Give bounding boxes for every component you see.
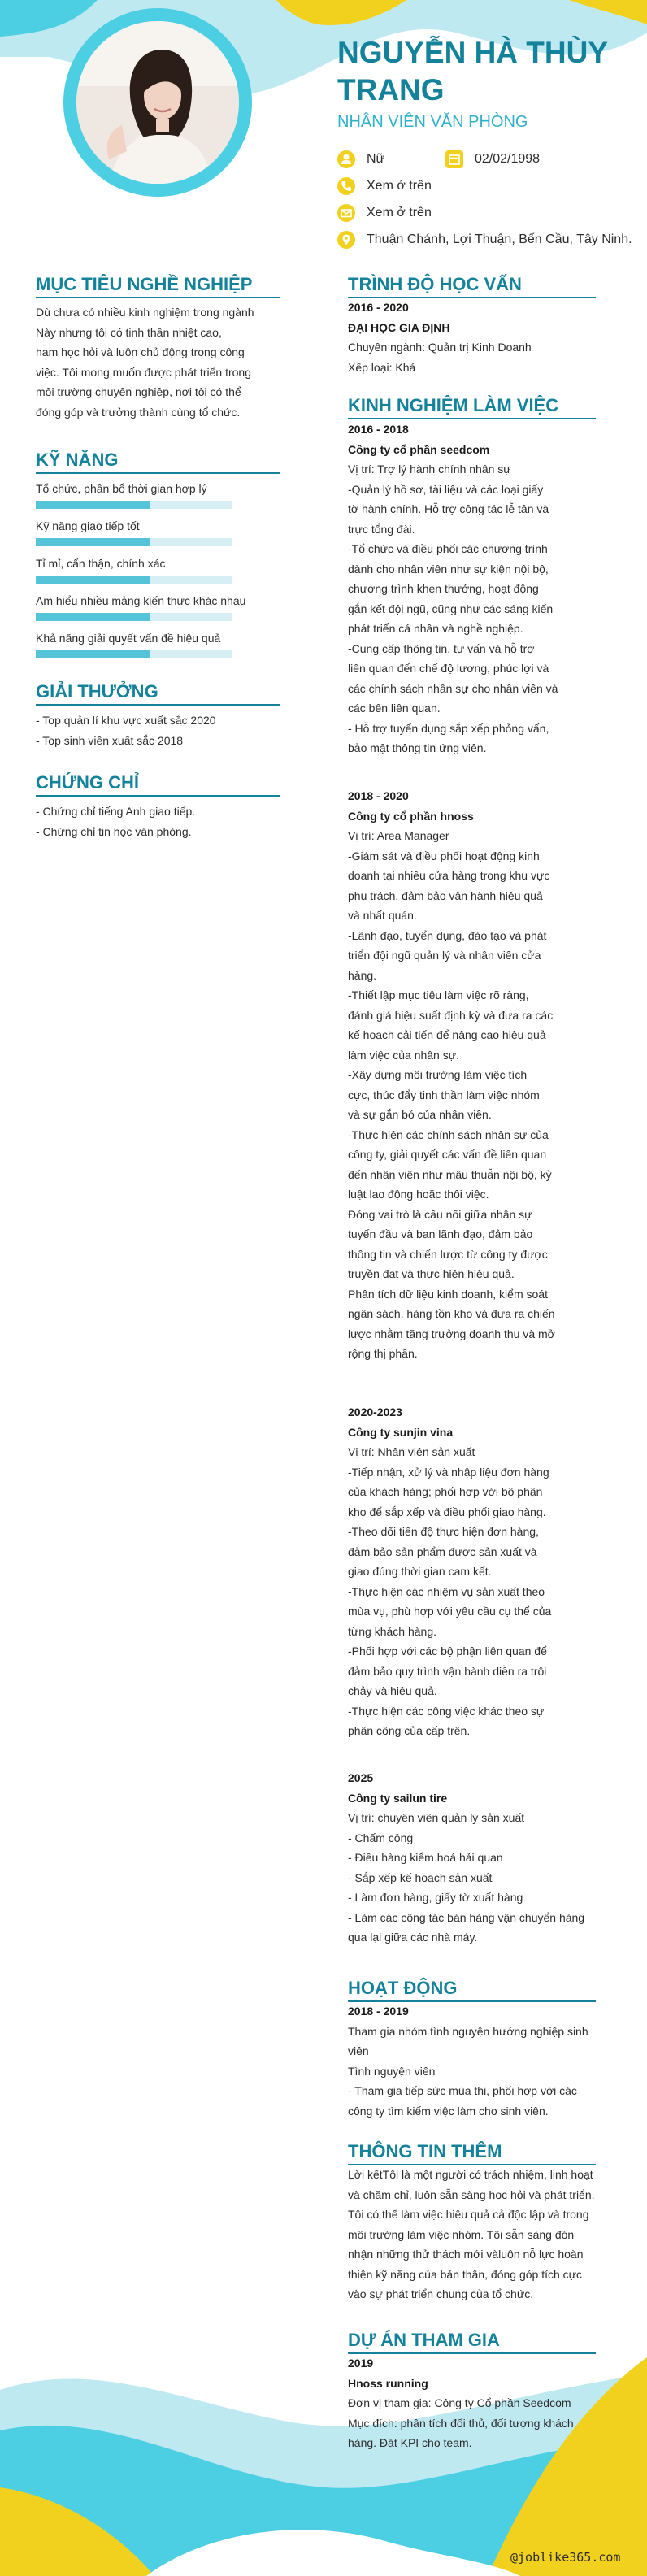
- text-line: công ty tìm kiếm việc làm cho sinh viên.: [348, 2104, 549, 2118]
- text-line: thiện kỹ năng của bản thân, đóng góp tích cực: [348, 2267, 583, 2281]
- projects-title: DỰ ÁN THAM GIA: [348, 2330, 500, 2350]
- job-description: [348, 826, 600, 1364]
- text-line: Tôi có thể làm việc hiệu quả cả độc lập và trong: [348, 2208, 589, 2221]
- certificate-item: - Chứng chỉ tiếng Anh giao tiếp.: [36, 805, 196, 818]
- text-line: - Làm đơn hàng, giấy tờ xuất hàng: [348, 1891, 523, 1904]
- text-line: - Tham gia tiếp sức mùa thi, phối hợp với các: [348, 2084, 577, 2097]
- experience-title: KINH NGHIỆM LÀM VIỆC: [348, 395, 559, 415]
- text-line: và nhất quán.: [348, 909, 417, 922]
- address-row: [337, 231, 632, 249]
- skill-bar: [36, 650, 232, 658]
- education-title: TRÌNH ĐỘ HỌC VẤN: [348, 274, 522, 294]
- project-description: [348, 2393, 600, 2453]
- phone-row: [337, 177, 432, 195]
- text-line: đến nhân viên như mâu thuẫn nội bộ, kỷ: [348, 1167, 552, 1181]
- text-line: truyền đạt và thực hiện hiệu quả.: [348, 1267, 515, 1280]
- text-line: mùa vụ, phù hợp với yêu cầu cụ thể của: [348, 1605, 552, 1618]
- text-line: vào sự phát triển chung của tổ chức.: [348, 2287, 534, 2300]
- skill-label: Tổ chức, phân bổ thời gian hợp lý: [36, 482, 207, 495]
- skill-bar-fill: [36, 501, 150, 509]
- job-period: 2016 - 2018: [348, 423, 409, 436]
- text-line: - Hỗ trợ tuyển dụng sắp xếp phỏng vấn,: [348, 721, 549, 735]
- project-name: Hnoss running: [348, 2376, 428, 2390]
- text-line: gắn kết đội ngũ, cũng như các sáng kiến: [348, 602, 554, 615]
- text-line: Tình nguyện viên: [348, 2064, 436, 2078]
- text-line: và sự gắn bó của nhân viên.: [348, 1108, 492, 1121]
- job-description: [348, 459, 600, 758]
- text-line: -Thiết lập mục tiêu làm việc rõ ràng,: [348, 988, 529, 1001]
- objective-text: Dù chưa có nhiều kinh nghiệm trong ngành Này nhưng tôi có tinh thần nhiệt cao, ham học hỏi và luôn chủ động trong công việc. Tôi mong muốn được phát triển trong môi trường chuyên nghiệp, nơi tôi có thể đóng góp và trưởng thành cùng tổ chức.: [36, 306, 254, 419]
- email-row: [337, 204, 432, 222]
- text-line: phát triển cá nhân và nghề nghiệp.: [348, 622, 523, 635]
- text-line: Vị trí: chuyên viên quản lý sản xuất: [348, 1811, 525, 1824]
- text-line: đảm bảo sản phẩm được sản xuất và: [348, 1544, 537, 1558]
- text-line: cực, thúc đẩy tinh thần làm việc nhóm: [348, 1088, 540, 1101]
- text-line: luật lao động hoặc thôi việc.: [348, 1188, 489, 1201]
- text-line: từng khách hàng.: [348, 1624, 437, 1638]
- text-line: - Điều hàng kiểm hoá hải quan: [348, 1851, 503, 1864]
- objective-divider: [36, 297, 280, 298]
- text-line: đánh giá hiệu suất định kỳ và đưa ra các: [348, 1008, 554, 1022]
- text-line: của khách hàng; phối hợp với bộ phận: [348, 1485, 543, 1498]
- text-line: tuyến đầu và ban lãnh đạo, đảm bảo: [348, 1227, 533, 1240]
- text-line: Vị trí: Nhân viên sản xuất: [348, 1445, 475, 1458]
- text-line: các bên liên quan.: [348, 702, 441, 715]
- text-line: chảy và hiệu quả.: [348, 1684, 437, 1697]
- text-line: Tham gia nhóm tình nguyện hướng nghiệp sinh: [348, 2024, 588, 2038]
- education-major: Chuyên ngành: Quản trị Kinh Doanh: [348, 341, 532, 354]
- text-line: -Thực hiện các chính sách nhân sự của: [348, 1127, 549, 1141]
- mail-icon: [337, 204, 355, 222]
- gender-value: Nữ: [367, 152, 385, 166]
- skill-bar-fill: [36, 613, 150, 621]
- text-line: -Phối hợp với các bộ phận liên quan để: [348, 1644, 547, 1657]
- avatar: [76, 21, 239, 184]
- site-watermark: @joblike365.com: [510, 2550, 621, 2565]
- more-info-text: [348, 2165, 600, 2304]
- education-period: 2016 - 2020: [348, 301, 409, 314]
- education-block: [348, 298, 600, 377]
- job-description: [348, 1442, 600, 1741]
- user-icon: [337, 150, 355, 168]
- job-entry: [348, 1768, 600, 1948]
- text-line: lược nhằm tăng trưởng doanh thu và mở: [348, 1327, 555, 1340]
- phone-value: Xem ở trên: [367, 179, 432, 193]
- text-line: Mục đích: phân tích đối thủ, đối tượng khách: [348, 2416, 574, 2430]
- avatar-frame: [63, 8, 252, 197]
- text-line: -Quản lý hồ sơ, tài liệu và các loại giấy: [348, 482, 544, 496]
- job-period: 2025: [348, 1771, 374, 1784]
- skill-bar: [36, 576, 232, 584]
- text-line: qua lại giữa các nhà máy.: [348, 1931, 478, 1944]
- text-line: công ty, giải quyết các vấn đề liên quan: [348, 1148, 547, 1161]
- job-description: [348, 1808, 600, 1948]
- text-line: - Làm các công tác bán hàng vận chuyển hàng: [348, 1910, 585, 1924]
- job-company: Công ty sailun tire: [348, 1791, 448, 1805]
- text-line: Đóng vai trò là cầu nối giữa nhân sự: [348, 1207, 532, 1221]
- text-line: dành cho nhân viên như sự kiện nội bộ,: [348, 562, 549, 576]
- skill-bar-fill: [36, 650, 150, 658]
- job-period: 2018 - 2020: [348, 789, 409, 802]
- skill-label: Tỉ mỉ, cẩn thận, chính xác: [36, 557, 166, 570]
- school-name: ĐẠI HỌC GIA ĐỊNH: [348, 320, 450, 334]
- calendar-icon: [445, 150, 463, 168]
- job-company: Công ty cổ phần seedcom: [348, 442, 490, 456]
- activities-block: [348, 2001, 600, 2121]
- text-line: Đơn vị tham gia: Công ty Cổ phần Seedcom: [348, 2396, 571, 2409]
- text-line: đảm bảo quy trình vận hành diễn ra trôi: [348, 1664, 547, 1678]
- text-line: Vị trí: Area Manager: [348, 829, 449, 842]
- text-line: -Thực hiện các công việc khác theo sự: [348, 1704, 545, 1718]
- text-line: phụ trách, đảm bảo vận hành hiệu quả: [348, 888, 543, 902]
- text-line: trực tổng đài.: [348, 522, 415, 536]
- text-line: -Giám sát và điều phối hoạt động kinh: [348, 849, 540, 862]
- skill-bar: [36, 613, 232, 621]
- text-line: -Tổ chức và điều phối các chương trình: [348, 542, 548, 555]
- text-line: bảo mật thông tin ứng viên.: [348, 741, 487, 754]
- skills-title: KỸ NĂNG: [36, 450, 119, 470]
- awards-title: GIẢI THƯỞNG: [36, 681, 158, 702]
- projects-block: [348, 2353, 600, 2453]
- skill-label: Kỹ năng giao tiếp tốt: [36, 519, 140, 532]
- text-line: thông tin và chiến lược từ công ty được: [348, 1247, 548, 1261]
- text-line: -Thực hiện các nhiệm vụ sản xuất theo: [348, 1584, 545, 1598]
- text-line: hàng.: [348, 968, 377, 982]
- activities-title: HOẠT ĐỘNG: [348, 1978, 458, 1998]
- text-line: doanh tại nhiều cửa hàng trong khu vực: [348, 869, 550, 882]
- text-line: Lời kếtTôi là một người có trách nhiệm, linh hoạt: [348, 2168, 593, 2181]
- job-entry: [348, 419, 600, 758]
- job-company: Công ty sunjin vina: [348, 1425, 454, 1439]
- job-entry: [348, 786, 600, 1364]
- awards-list: [36, 710, 280, 750]
- text-line: tờ hành chính. Hỗ trợ công tác lễ tân và: [348, 502, 549, 515]
- more-info-block: [348, 2165, 600, 2304]
- activities-period: 2018 - 2019: [348, 2005, 409, 2018]
- certificates-list: [36, 801, 280, 841]
- text-line: chương trình khen thưởng, hoạt động: [348, 582, 539, 595]
- text-line: và chăm chỉ, luôn sẵn sàng học hỏi và phát triển.: [348, 2187, 595, 2201]
- location-pin-icon: [337, 231, 355, 249]
- text-line: nhận những thử thách mới vàluôn nỗ lực hoàn: [348, 2248, 584, 2261]
- birthday-value: 02/02/1998: [475, 152, 541, 166]
- skill-label: Am hiểu nhiều mảng kiến thức khác nhau: [36, 594, 246, 607]
- text-line: giao đúng thời gian cam kết.: [348, 1565, 492, 1578]
- text-line: -Cung cấp thông tin, tư vấn và hỗ trợ: [348, 641, 535, 655]
- text-line: phân công của cấp trên.: [348, 1724, 471, 1737]
- gender-row: [337, 150, 384, 168]
- job-title: NHÂN VIÊN VĂN PHÒNG: [337, 113, 528, 131]
- skill-bar: [36, 538, 232, 546]
- phone-icon: [337, 177, 355, 195]
- text-line: rộng thị phần.: [348, 1347, 418, 1360]
- certificates-title: CHỨNG CHỈ: [36, 772, 140, 793]
- birthday-row: [445, 150, 540, 168]
- text-line: -Tiếp nhận, xử lý và nhập liệu đơn hàng: [348, 1465, 549, 1479]
- job-period: 2020-2023: [348, 1405, 402, 1418]
- objective-title: MỤC TIÊU NGHỀ NGHIỆP: [36, 274, 253, 294]
- job-company: Công ty cổ phần hnoss: [348, 809, 474, 823]
- text-line: kế hoạch cải tiến để nâng cao hiệu quả: [348, 1028, 546, 1041]
- skill-label: Khả năng giải quyết vấn đề hiệu quả: [36, 632, 221, 645]
- text-line: liên quan đến chế độ lương, phúc lợi và: [348, 662, 549, 675]
- text-line: viên: [348, 2044, 369, 2057]
- skill-bar-fill: [36, 538, 150, 546]
- text-line: -Xây dựng môi trường làm việc tích: [348, 1068, 528, 1081]
- email-value: Xem ở trên: [367, 206, 432, 219]
- text-line: môi trường làm việc nhóm. Tôi sẵn sàng đón: [348, 2227, 575, 2241]
- skill-bar-fill: [36, 576, 150, 584]
- job-entry: [348, 1402, 600, 1741]
- text-line: hàng. Đặt KPI cho team.: [348, 2436, 472, 2449]
- awards-divider: [36, 704, 280, 706]
- text-line: triển đội ngũ quản lý và nhân viên cửa: [348, 949, 541, 962]
- address-value: Thuận Chánh, Lợi Thuận, Bến Cầu, Tây Ninh.: [367, 232, 632, 246]
- skill-bar: [36, 501, 232, 509]
- text-line: - Sắp xếp kế hoạch sản xuất: [348, 1870, 493, 1884]
- text-line: ngân sách, hàng tồn kho và đưa ra chiến: [348, 1307, 555, 1320]
- skills-divider: [36, 472, 280, 474]
- activities-description: [348, 2022, 600, 2122]
- text-line: - Chấm công: [348, 1831, 414, 1844]
- avatar-photo: [76, 21, 239, 184]
- certificate-item: - Chứng chỉ tin học văn phòng.: [36, 824, 192, 838]
- text-line: -Lãnh đạo, tuyển dụng, đào tạo và phát: [348, 928, 547, 942]
- text-line: các chính sách nhân sự cho nhân viên và: [348, 681, 558, 695]
- award-item: - Top quản lí khu vực xuất sắc 2020: [36, 714, 216, 727]
- text-line: kho để sắp xếp và điều phối giao hàng.: [348, 1505, 546, 1518]
- text-line: -Theo dõi tiến độ thực hiện đơn hàng,: [348, 1525, 539, 1538]
- education-grade: Xếp loại: Khá: [348, 360, 416, 374]
- text-line: làm việc của nhân sự.: [348, 1048, 459, 1062]
- candidate-name: NGUYỄN HÀ THÙY TRANG: [337, 36, 608, 106]
- award-item: - Top sinh viên xuất sắc 2018: [36, 733, 184, 747]
- project-period: 2019: [348, 2357, 374, 2370]
- more-info-title: THÔNG TIN THÊM: [348, 2141, 502, 2161]
- certificates-divider: [36, 795, 280, 797]
- text-line: Vị trí: Trợ lý hành chính nhân sự: [348, 463, 511, 476]
- text-line: Phân tích dữ liệu kinh doanh, kiểm soát: [348, 1287, 548, 1301]
